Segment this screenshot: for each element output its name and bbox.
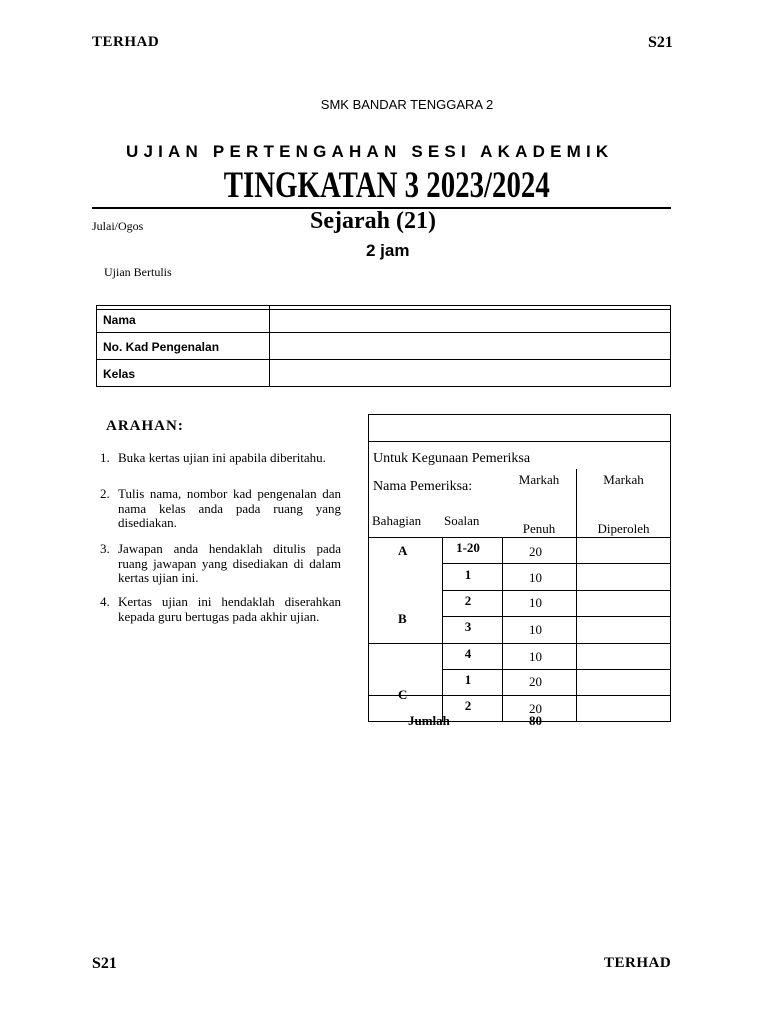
footer-classification: TERHAD [604, 955, 672, 971]
section-b-label: B [398, 611, 407, 626]
question-number: 4 [464, 646, 472, 661]
instruction-number: 2. [100, 486, 110, 501]
full-marks-value: 20 [529, 544, 542, 559]
footer-paper-code: S21 [92, 955, 117, 972]
header-paper-code: S21 [648, 34, 673, 51]
col-diperoleh-label: Diperoleh [597, 521, 650, 536]
exam-duration: 2 jam [366, 241, 410, 260]
question-number: 1 [464, 672, 472, 687]
col-soalan-label: Soalan [444, 513, 480, 528]
full-marks-value: 10 [529, 649, 542, 664]
candidate-class-row[interactable] [97, 360, 670, 387]
table-rule [368, 643, 671, 644]
table-rule [368, 441, 671, 442]
question-number: 2 [464, 698, 472, 713]
exam-session: Julai/Ogos [92, 219, 144, 233]
grade-year-title: TINGKATAN 3 2023/2024 [223, 165, 550, 206]
table-rule [576, 469, 577, 722]
candidate-ic-label: No. Kad Pengenalan [103, 340, 220, 354]
candidate-info-table [96, 305, 671, 387]
instruction-item [100, 487, 341, 531]
section-a-label: A [398, 543, 408, 558]
instruction-item [100, 595, 341, 624]
marks-table [368, 414, 671, 728]
table-rule [442, 590, 671, 591]
full-marks-value: 10 [529, 570, 542, 585]
instructions-title: ARAHAN: [106, 418, 184, 434]
full-marks-value: 20 [529, 701, 542, 716]
table-rule [442, 669, 671, 670]
candidate-ic-row[interactable] [97, 333, 670, 360]
table-rule [368, 537, 671, 538]
table-border [670, 414, 671, 722]
question-number: 3 [464, 619, 472, 634]
table-rule [442, 616, 671, 617]
col-penuh-label: Penuh [522, 521, 556, 536]
candidate-class-label: Kelas [103, 367, 136, 381]
section-c-label: C [398, 687, 408, 702]
examiner-name-label: Nama Pemeriksa: [373, 479, 473, 494]
total-label: Jumlah [408, 713, 450, 728]
instruction-item [100, 451, 341, 466]
marks-table-title: Untuk Kegunaan Pemeriksa [373, 451, 531, 466]
question-number: 1-20 [456, 540, 480, 555]
candidate-name-row[interactable] [97, 306, 670, 333]
table-border [368, 414, 671, 415]
question-number: 2 [464, 593, 472, 608]
table-border [368, 414, 369, 722]
exam-title: UJIAN PERTENGAHAN SESI AKADEMIK [126, 142, 614, 161]
full-marks-value: 10 [529, 595, 542, 610]
instruction-number: 3. [100, 541, 110, 556]
header-classification: TERHAD [92, 34, 160, 50]
instruction-item [100, 542, 341, 586]
col-markah-label: Markah [603, 472, 644, 487]
candidate-name-label: Nama [103, 313, 136, 327]
instruction-number: 4. [100, 594, 110, 609]
paper-type: Ujian Bertulis [104, 265, 172, 279]
total-value: 80 [529, 713, 542, 728]
full-marks-value: 20 [529, 674, 542, 689]
table-rule [368, 695, 671, 696]
full-marks-value: 10 [529, 622, 542, 637]
instruction-text: Buka kertas ujian ini apabila diberitahu. [118, 450, 326, 465]
instruction-number: 1. [100, 450, 110, 465]
school-name: SMK BANDAR TENGGARA 2 [320, 97, 494, 112]
col-bahagian-label: Bahagian [372, 513, 422, 528]
instruction-text: Tulis nama, nombor kad pengenalan dan nama kelas anda pada ruang yang disediakan. [118, 486, 341, 530]
instruction-text: Kertas ujian ini hendaklah diserahkan kepada guru bertugas pada akhir ujian. [118, 594, 341, 624]
subject-title: Sejarah (21) [310, 208, 436, 234]
instruction-text: Jawapan anda hendaklah ditulis pada ruang jawapan yang disediakan di dalam kertas ujian ini. [118, 541, 341, 585]
question-number: 1 [464, 567, 472, 582]
table-rule [442, 563, 671, 564]
col-markah-label: Markah [518, 472, 560, 487]
